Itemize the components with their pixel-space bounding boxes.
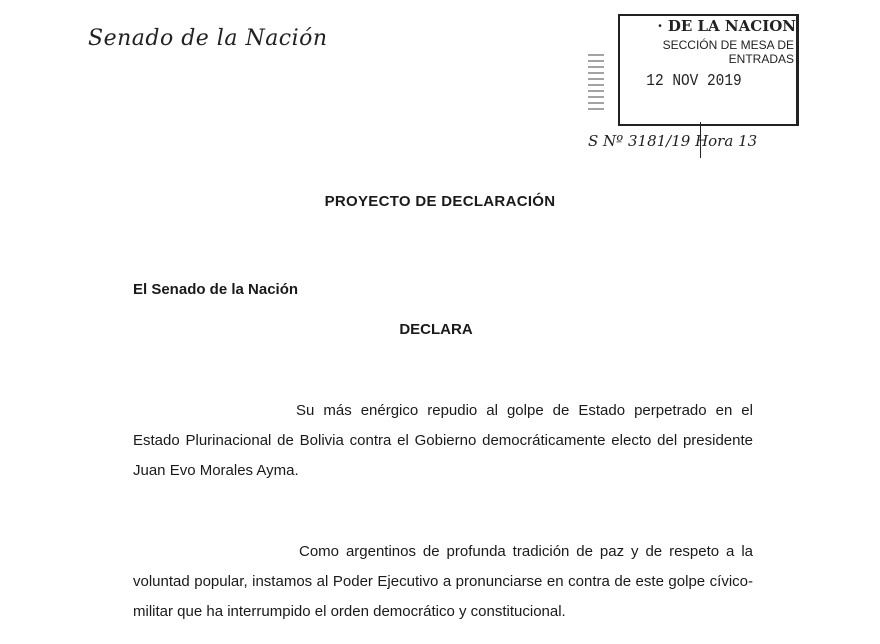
stamp-number: S Nº 3181/19 Hora 13 <box>588 132 758 150</box>
paragraph-2 <box>133 537 753 627</box>
letterhead: Senado de la Nación <box>88 26 328 51</box>
senate-heading: El Senado de la Nación <box>133 281 299 298</box>
stamp-header: · DE LA NACION <box>657 17 796 35</box>
stamp-section: SECCIÓN DE MESA DE ENTRADAS <box>662 38 794 66</box>
paragraph-2-text: Como argentinos de profunda tradición de paz y de respeto a la voluntad popular, instamos al Poder Ejecutivo a pronunciarse en contra de este golpe cívico-militar que ha interrumpido el orden democrático y constitucional. <box>133 543 753 620</box>
paragraph-1-text: Su más enérgico repudio al golpe de Estado perpetrado en el Estado Plurinacional de Bolivia contra el Gobierno democráticamente electo del presidente Juan Evo Morales Ayma. <box>133 402 753 479</box>
reception-stamp <box>588 14 800 162</box>
paragraph-1 <box>133 396 753 486</box>
stamp-date: 12 NOV 2019 <box>646 72 742 91</box>
document-title: PROYECTO DE DECLARACIÓN <box>324 193 556 210</box>
declara-heading: DECLARA <box>399 321 473 338</box>
